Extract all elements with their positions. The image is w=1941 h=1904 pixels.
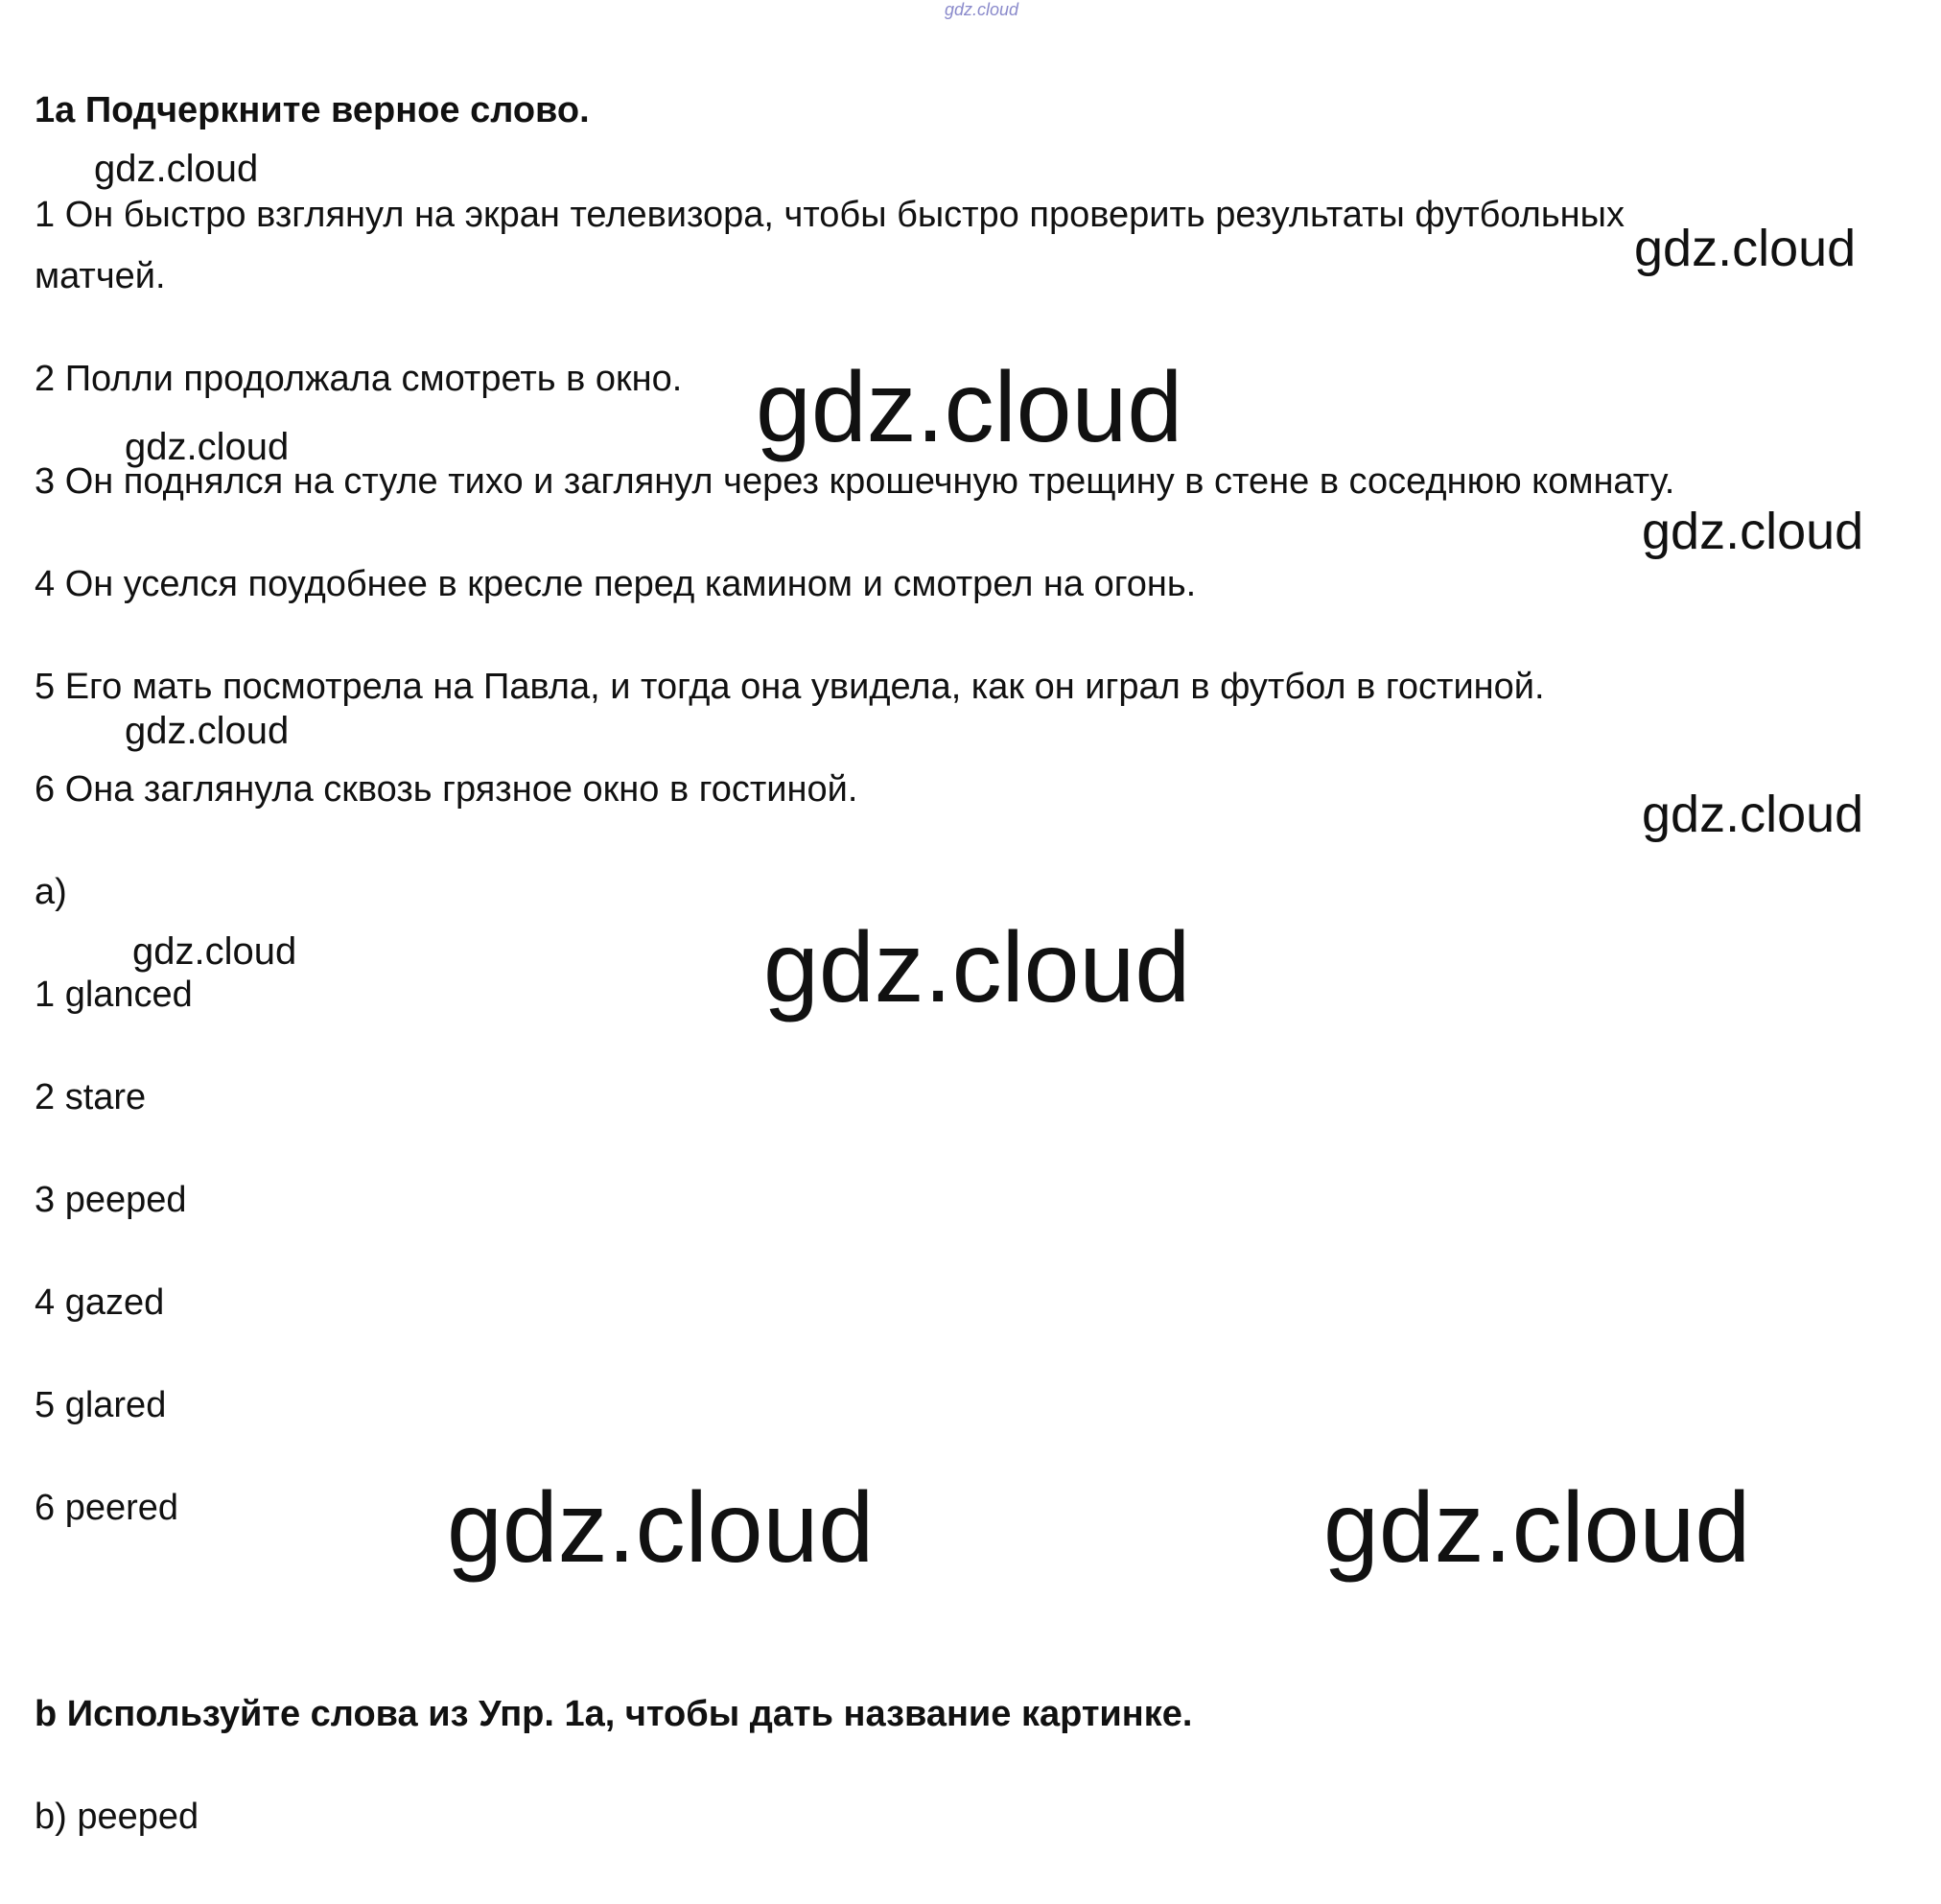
sentence-1-continued: матчей. [35,256,166,296]
exercise-a-heading: 1a Подчеркните верное слово. [35,90,590,130]
answers-label: a) [35,872,67,912]
sentence-2: 2 Полли продолжала смотреть в окно. [35,359,683,399]
sentence-1: 1 Он быстро взглянул на экран телевизора, чтобы быстро проверить результаты футбольных [35,195,1625,235]
sentence-5: 5 Его мать посмотрела на Павла, и тогда она увидела, как он играл в футбол в гостиной. [35,667,1545,707]
watermark: gdz.cloud [1323,1472,1751,1584]
sentence-6: 6 Она заглянула сквозь грязное окно в гостиной. [35,769,858,810]
answer-2: 2 stare [35,1077,147,1117]
answer-6: 6 peered [35,1488,179,1528]
watermark-top: gdz.cloud [945,0,1019,19]
watermark: gdz.cloud [1642,503,1864,560]
watermark: gdz.cloud [763,912,1191,1023]
watermark: gdz.cloud [132,930,297,973]
watermark: gdz.cloud [1642,786,1864,843]
watermark: gdz.cloud [94,148,259,190]
answer-5: 5 glared [35,1385,167,1425]
watermark: gdz.cloud [1634,220,1857,277]
watermark: gdz.cloud [125,710,290,752]
answer-3: 3 peeped [35,1180,187,1220]
sentence-4: 4 Он уселся поудобнее в кресле перед камином и смотрел на огонь. [35,564,1197,604]
sentence-3: 3 Он поднялся на стуле тихо и заглянул через крошечную трещину в стене в соседнюю комнату. [35,461,1675,502]
exercise-b-heading: b Используйте слова из Упр. 1a, чтобы дать название картинке. [35,1694,1193,1734]
answer-1: 1 glanced [35,975,193,1015]
watermark: gdz.cloud [125,426,290,468]
watermark: gdz.cloud [447,1472,875,1584]
exercise-b-answer: b) peeped [35,1797,199,1837]
answer-4: 4 gazed [35,1282,165,1323]
watermark: gdz.cloud [756,352,1183,463]
